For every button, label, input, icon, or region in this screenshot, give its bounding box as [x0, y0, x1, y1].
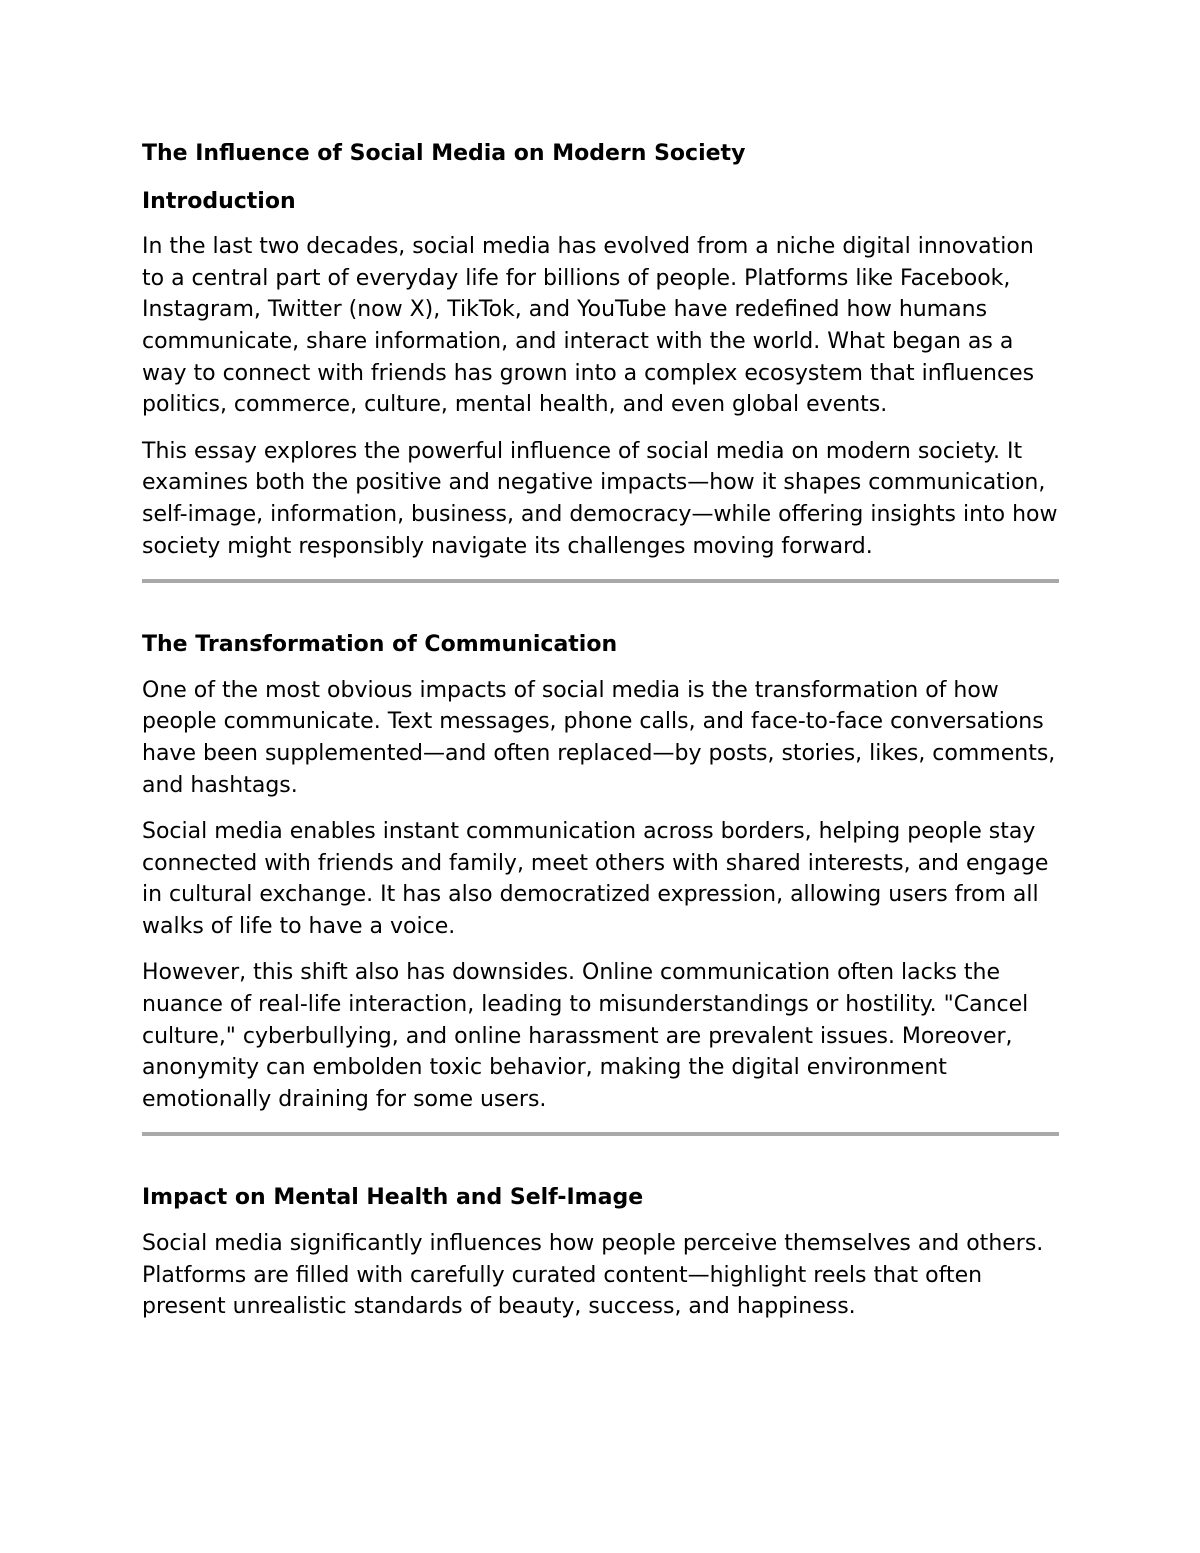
paragraph: In the last two decades, social media has evolved from a niche digital innovation to a central part of everyday life for billions of people. Platforms like Facebook, Instagram, Twitter (now X), TikTok, and YouTube have redefined how humans communicate, share information, and interact with the world. What began as a way to connect with friends has grown into a complex ecosystem that influences politics, commerce, culture, mental health, and even global events. [142, 234, 1035, 418]
section-heading-introduction: Introduction [142, 188, 296, 214]
section-heading-mental-health: Impact on Mental Health and Self-Image [142, 1185, 644, 1211]
paragraph: Social media enables instant communication across borders, helping people stay connected with friends and family, meet others with shared interests, and engage in cultural exchange. It has also democratized expression, allowing users from all walks of life to have a voice. [142, 819, 1049, 939]
document-title: The Influence of Social Media on Modern Society [142, 141, 746, 166]
horizontal-rule [142, 579, 1059, 583]
paragraph: However, this shift also has downsides. Online communication often lacks the nuance of real-life interaction, leading to misunderstandings or hostility. "Cancel culture," cyberbullying, and online harassment are prevalent issues. Moreover, anonymity can embolden toxic behavior, making the digital environment emotionally draining for some users. [142, 960, 1029, 1112]
paragraph: This essay explores the powerful influence of social media on modern society. It examines both the positive and negative impacts—how it shapes communication, self-image, information, business, and democracy—while offering insights into how society might responsibly navigate its challenges moving forward. [142, 438, 1058, 559]
paragraph: One of the most obvious impacts of social media is the transformation of how people communicate. Text messages, phone calls, and face-to-face conversations have been supplemented—and often replaced—by posts, stories, likes, comments, and hashtags. [142, 677, 1056, 798]
paragraph: Social media significantly influences how people perceive themselves and others. Platforms are filled with carefully curated content—highlight reels that often present unrealistic standards of beauty, success, and happiness. [142, 1231, 1044, 1320]
section-heading-communication: The Transformation of Communication [142, 632, 618, 658]
horizontal-rule [142, 1132, 1059, 1136]
document-page [142, 138, 1062, 1338]
